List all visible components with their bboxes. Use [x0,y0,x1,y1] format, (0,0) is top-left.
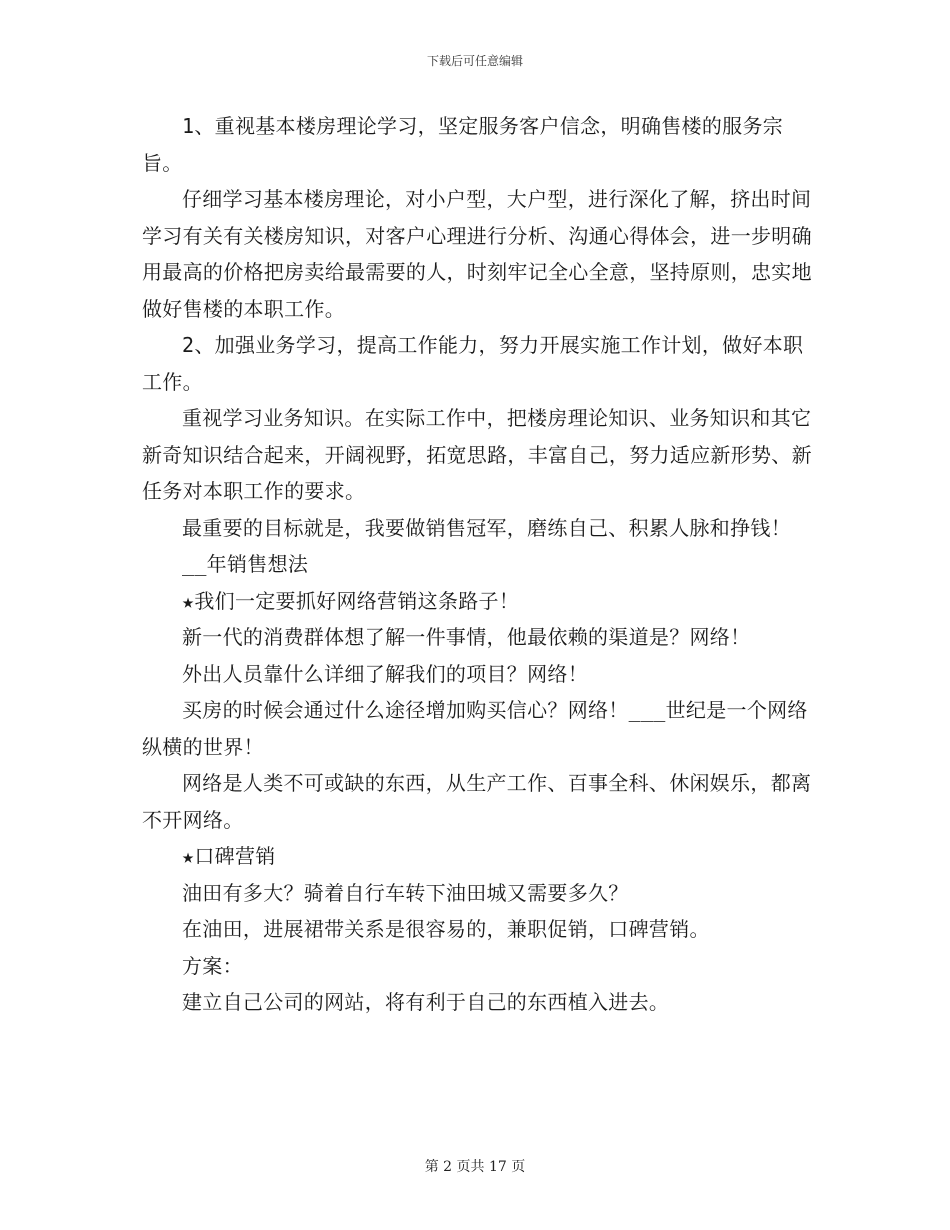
paragraph: ★口碑营销 [182,844,276,868]
paragraph: 重视学习业务知识。在实际工作中，把楼房理论知识、业务知识和其它新奇知识结合起来，开阔视野，拓宽思路，丰富自己，努力适应新形势、新任务对本职工作的要求。 [142,406,812,503]
paragraph: 新一代的消费群体想了解一件事情，他最依赖的渠道是？网络！ [182,625,751,649]
paragraph: 2、加强业务学习，提高工作能力，努力开展实施工作计划，做好本职工作。 [142,333,804,394]
paragraph: 仔细学习基本楼房理论，对小户型，大户型，进行深化了解，挤出时间学习有关有关楼房知识，对客户心理进行分析、沟通心得体会，进一步明确用最高的价格把房卖给最需要的人，时刻牢记全心全意，坚持原则，忠实地做好售楼的本职工作。 [142,187,812,321]
paragraph: 油田有多大？骑着自行车转下油田城又需要多久？ [182,880,629,905]
paragraph: 在油田，进展裙带关系是很容易的，兼职促销，口碑营销。 [182,917,710,941]
paragraph: 外出人员靠什么详细了解我们的项目？网络！ [182,661,588,686]
paragraph: ★我们一定要抓好网络营销这条路子！ [182,588,520,613]
page-header: 下载后可任意编辑 [426,54,523,68]
paragraph: 最重要的目标就是，我要做销售冠军，磨练自己、积累人脉和挣钱！ [182,515,791,540]
section-heading: __年销售想法 [182,552,309,576]
paragraph: 买房的时候会通过什么途径增加购买信心？网络！___世纪是一个网络纵横的世界！ [142,698,808,759]
page-footer: 第 2 页共 17 页 [424,1159,526,1175]
paragraph: 1、重视基本楼房理论学习，坚定服务客户信念，明确售楼的服务宗旨。 [142,114,784,175]
document-body [142,108,812,1021]
paragraph: 网络是人类不可或缺的东西，从生产工作、百事全科、休闲娱乐，都离不开网络。 [142,771,812,832]
paragraph: 方案： [182,953,243,978]
paragraph: 建立自己公司的网站，将有利于自己的东西植入进去。 [182,990,670,1014]
